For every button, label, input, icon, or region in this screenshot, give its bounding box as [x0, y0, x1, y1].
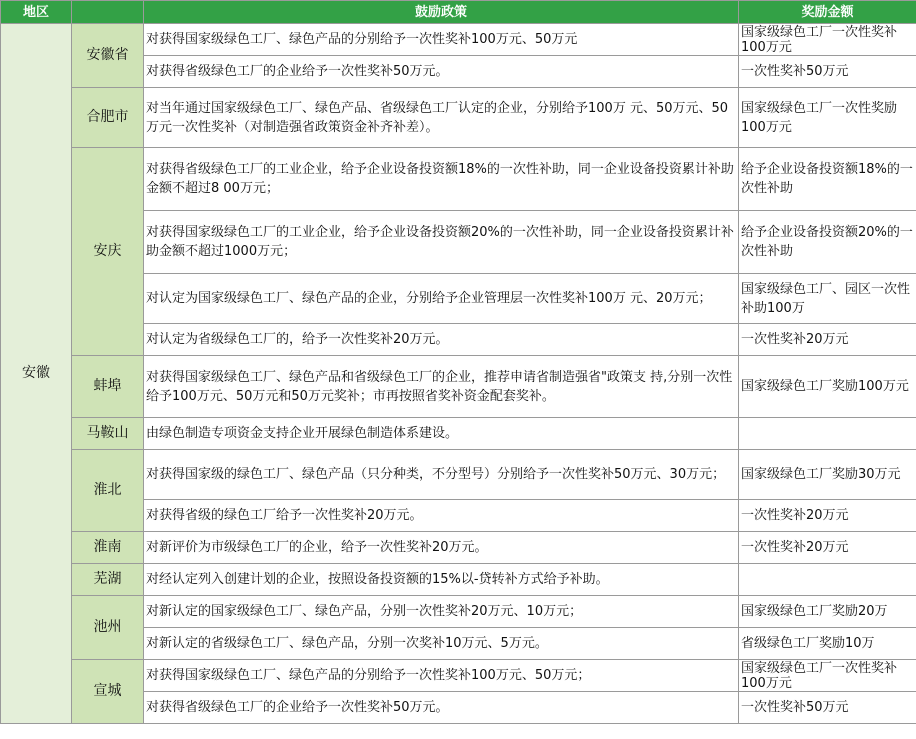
province-cell: 安徽 — [1, 24, 72, 724]
header-region: 地区 — [1, 1, 72, 24]
city-cell: 蚌埠 — [72, 356, 144, 418]
policy-cell: 对新评价为市级绿色工厂的企业，给予一次性奖补20万元。 — [144, 532, 739, 564]
amount-cell: 一次性奖补50万元 — [739, 56, 916, 88]
amount-cell: 给予企业设备投资额18%的一次性补助 — [739, 148, 916, 211]
policy-cell: 对获得国家级绿色工厂的工业企业，给予企业设备投资额20%的一次性补助，同一企业设备投资累计补助金额不超过1000万元； — [144, 211, 739, 274]
policy-cell: 对获得国家级的绿色工厂、绿色产品（只分种类，不分型号）分别给予一次性奖补50万元、30万元； — [144, 450, 739, 500]
city-cell: 马鞍山 — [72, 418, 144, 450]
policy-cell: 对新认定的省级绿色工厂、绿色产品，分别一次奖补10万元、5万元。 — [144, 628, 739, 660]
table-row — [1, 596, 916, 628]
amount-cell — [739, 564, 916, 596]
table-row — [1, 88, 916, 148]
table-row — [1, 418, 916, 450]
table-row — [1, 450, 916, 500]
policy-cell: 对获得省级绿色工厂的企业给予一次性奖补50万元。 — [144, 692, 739, 724]
header-amount: 奖励金额 — [739, 1, 916, 24]
table-row — [1, 532, 916, 564]
city-cell: 安徽省 — [72, 24, 144, 88]
policy-cell: 对获得国家级绿色工厂、绿色产品和省级绿色工厂的企业，推荐申请省制造强省"政策支 持,分别一次性给予100万元、50万元和50万元奖补；市再按照省奖补资金配套奖补。 — [144, 356, 739, 418]
amount-cell: 一次性奖补20万元 — [739, 324, 916, 356]
city-cell: 合肥市 — [72, 88, 144, 148]
city-cell: 淮北 — [72, 450, 144, 532]
policy-cell: 对获得国家级绿色工厂、绿色产品的分别给予一次性奖补100万元、50万元 — [144, 24, 739, 56]
header-row — [1, 1, 916, 24]
amount-cell: 国家级绿色工厂一次性奖补100万元 — [739, 24, 916, 56]
policy-cell: 对经认定列入创建计划的企业，按照设备投资额的15%以-贷转补方式给予补助。 — [144, 564, 739, 596]
table-row — [1, 148, 916, 211]
policy-cell: 对获得国家级绿色工厂、绿色产品的分别给予一次性奖补100万元、50万元； — [144, 660, 739, 692]
table-row — [1, 564, 916, 596]
policy-cell: 对新认定的国家级绿色工厂、绿色产品，分别一次性奖补20万元、10万元； — [144, 596, 739, 628]
amount-cell: 一次性奖补20万元 — [739, 532, 916, 564]
amount-cell: 给予企业设备投资额20%的一次性补助 — [739, 211, 916, 274]
table-row — [1, 24, 916, 56]
amount-cell — [739, 418, 916, 450]
city-cell: 淮南 — [72, 532, 144, 564]
amount-cell: 国家级绿色工厂奖励30万元 — [739, 450, 916, 500]
policy-cell: 由绿色制造专项资金支持企业开展绿色制造体系建设。 — [144, 418, 739, 450]
amount-cell: 一次性奖补50万元 — [739, 692, 916, 724]
city-cell: 宣城 — [72, 660, 144, 724]
amount-cell: 国家级绿色工厂奖励20万 — [739, 596, 916, 628]
amount-cell: 国家级绿色工厂一次性奖励100万元 — [739, 88, 916, 148]
amount-cell: 国家级绿色工厂、园区一次性补助100万 — [739, 274, 916, 324]
city-cell: 安庆 — [72, 148, 144, 356]
policy-cell: 对当年通过国家级绿色工厂、绿色产品、省级绿色工厂认定的企业，分别给予100万 元、50万元、50万元一次性奖补（对制造强省政策资金补齐补差）。 — [144, 88, 739, 148]
city-cell: 池州 — [72, 596, 144, 660]
header-region-city — [72, 1, 144, 24]
city-cell: 芜湖 — [72, 564, 144, 596]
amount-cell: 国家级绿色工厂一次性奖补100万元 — [739, 660, 916, 692]
policy-cell: 对认定为省级绿色工厂的，给予一次性奖补20万元。 — [144, 324, 739, 356]
policy-cell: 对获得省级绿色工厂的企业给予一次性奖补50万元。 — [144, 56, 739, 88]
table-row — [1, 356, 916, 418]
header-policy: 鼓励政策 — [144, 1, 739, 24]
policy-cell: 对认定为国家级绿色工厂、绿色产品的企业，分别给予企业管理层一次性奖补100万 元、20万元； — [144, 274, 739, 324]
amount-cell: 国家级绿色工厂奖励100万元 — [739, 356, 916, 418]
table-row — [1, 660, 916, 692]
amount-cell: 省级绿色工厂奖励10万 — [739, 628, 916, 660]
amount-cell: 一次性奖补20万元 — [739, 500, 916, 532]
policy-cell: 对获得省级绿色工厂的工业企业，给予企业设备投资额18%的一次性补助，同一企业设备投资累计补助金额不超过8 00万元； — [144, 148, 739, 211]
policy-cell: 对获得省级的绿色工厂给予一次性奖补20万元。 — [144, 500, 739, 532]
